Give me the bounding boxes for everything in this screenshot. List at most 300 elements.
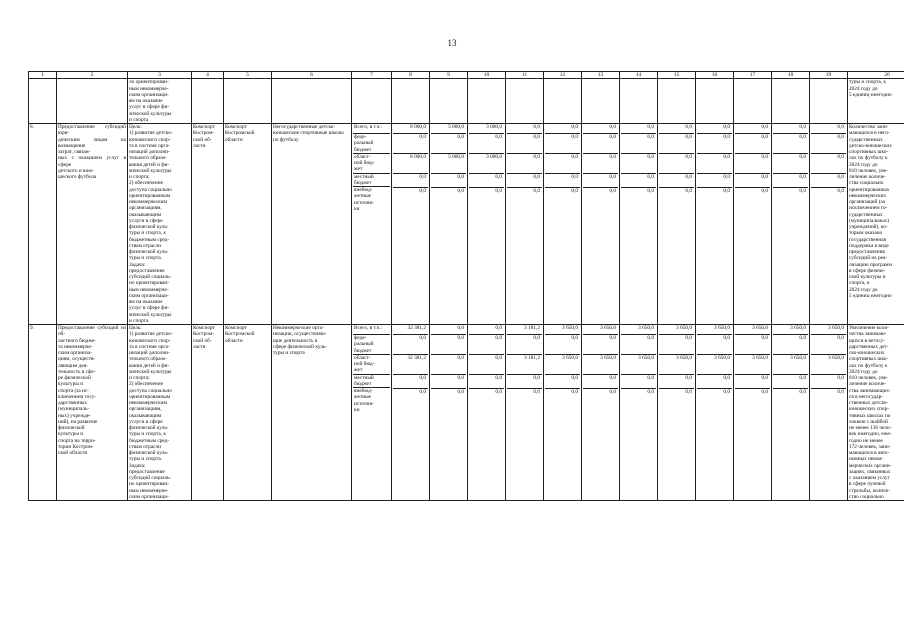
funding-value: 0,0 bbox=[571, 154, 578, 161]
funding-value: 0,0 bbox=[685, 335, 692, 342]
funding-value: 0,0 bbox=[457, 134, 464, 141]
funding-value-cell bbox=[811, 389, 846, 413]
funding-value-column bbox=[392, 325, 430, 501]
funding-value-cell bbox=[393, 335, 428, 355]
funding-source-label: Всего, в т.ч.: bbox=[353, 124, 390, 134]
column-number-6: 6 bbox=[272, 72, 352, 79]
row-number-cell: 9. bbox=[29, 325, 57, 501]
funding-value-cell bbox=[431, 375, 466, 389]
funding-source-label: област- ной бюд- жет bbox=[353, 154, 390, 174]
funding-source-cell bbox=[352, 124, 392, 325]
funding-value: 0,0 bbox=[723, 335, 730, 342]
funding-value-cell bbox=[811, 154, 846, 174]
funding-value: 0,0 bbox=[495, 188, 502, 195]
funding-value: 0,0 bbox=[837, 389, 844, 396]
funding-value-cell bbox=[697, 188, 732, 212]
funding-value-cell bbox=[469, 174, 504, 188]
responsible-executor-cell: Комспорт Костром- ской об- ласти bbox=[192, 124, 224, 325]
funding-value: 3 650,0 bbox=[676, 325, 692, 332]
funding-value: 0,0 bbox=[723, 124, 730, 131]
funding-value: 3 650,0 bbox=[676, 355, 692, 362]
column-number-13: 13 bbox=[582, 72, 620, 79]
funding-value: 3 650,0 bbox=[790, 355, 806, 362]
funding-value-cell bbox=[659, 188, 694, 212]
funding-value-column bbox=[468, 325, 506, 501]
funding-value: 0,0 bbox=[837, 134, 844, 141]
funding-value-cell bbox=[621, 124, 656, 134]
funding-value-cell bbox=[545, 325, 580, 335]
funding-value: 0,0 bbox=[495, 375, 502, 382]
funding-value-column bbox=[734, 124, 772, 325]
funding-value: 0,0 bbox=[457, 174, 464, 181]
funding-value: 32 381,2 bbox=[407, 355, 426, 362]
funding-value: 0,0 bbox=[457, 325, 464, 332]
funding-value-column bbox=[392, 124, 430, 325]
recipient-cell: Некоммерческие орга- низации, осуществляю- щие деятельность в сфере физической куль- туры и спорта bbox=[272, 325, 352, 501]
funding-value-cell bbox=[431, 325, 466, 335]
column-number-5: 5 bbox=[224, 72, 272, 79]
funding-value: 0,0 bbox=[419, 375, 426, 382]
funding-value: 0,0 bbox=[761, 188, 768, 195]
funding-value-cell bbox=[735, 174, 770, 188]
funding-value-cell bbox=[583, 375, 618, 389]
funding-value-cell bbox=[431, 188, 466, 212]
funding-value-cell bbox=[469, 375, 504, 389]
funding-value-cell bbox=[431, 355, 466, 375]
funding-value-cell bbox=[469, 335, 504, 355]
funding-value-cell bbox=[735, 375, 770, 389]
funding-value-cell bbox=[469, 124, 504, 134]
funding-value: 3 650,0 bbox=[752, 355, 768, 362]
funding-value-cell bbox=[811, 335, 846, 355]
goal-task-cell: Цель: 1) развитие детско- юношеского спор- та в системе орга- низаций дополни- тельного образо- вания детей и фи- зической культуры и спорта; 2) обеспечение доступа социально ориентированным некоммерческим организациям, оказывающим услуги в сфере физической куль- туры и спорта, к бюджетным сред- ствам отрасли физической куль- туры и спорта. Задача: предоставление субсидий социаль- но ориентирован- ным некоммерче- ским организаци- ям на оказание услуг в сфере фи- зической культуры и спорта bbox=[128, 124, 192, 325]
measure-row bbox=[29, 124, 904, 325]
funding-value-cell bbox=[697, 335, 732, 355]
funding-value-cell bbox=[621, 134, 656, 154]
funding-value-cell bbox=[393, 389, 428, 413]
funding-value: 0,0 bbox=[495, 389, 502, 396]
funding-source-label: област- ной бюд- жет bbox=[353, 355, 390, 375]
column-number-2: 2 bbox=[57, 72, 128, 79]
column-number-4: 4 bbox=[192, 72, 224, 79]
funding-value: 0,0 bbox=[495, 355, 502, 362]
funding-value: 0,0 bbox=[685, 174, 692, 181]
funding-value: 0,0 bbox=[533, 134, 540, 141]
funding-value: 0,0 bbox=[457, 355, 464, 362]
funding-value-cell bbox=[735, 335, 770, 355]
funding-value-cell bbox=[735, 188, 770, 212]
funding-value: 0,0 bbox=[647, 154, 654, 161]
funding-value-cell bbox=[735, 325, 770, 335]
funding-value: 0,0 bbox=[761, 375, 768, 382]
funding-value: 0,0 bbox=[799, 188, 806, 195]
funding-value-cell bbox=[507, 154, 542, 174]
funding-value-cell bbox=[659, 355, 694, 375]
funding-value-cell bbox=[697, 174, 732, 188]
program-measures-table bbox=[28, 71, 904, 501]
funding-value-cell bbox=[507, 134, 542, 154]
funding-value-cell bbox=[697, 389, 732, 413]
funding-value-cell bbox=[545, 375, 580, 389]
funding-value: 0,0 bbox=[761, 124, 768, 131]
funding-value-cell bbox=[431, 154, 466, 174]
funding-value-cell bbox=[773, 375, 808, 389]
funding-value-column bbox=[506, 124, 544, 325]
funding-value-cell bbox=[583, 188, 618, 212]
funding-value: 0,0 bbox=[647, 375, 654, 382]
funding-value-cell bbox=[469, 134, 504, 154]
funding-value-cell bbox=[469, 154, 504, 174]
funding-value-cell bbox=[431, 335, 466, 355]
funding-value: 0,0 bbox=[761, 389, 768, 396]
funding-value: 3 650,0 bbox=[562, 355, 578, 362]
expected-result-cell: Количество зани- мающихся в него- сударственных детско-юношеских спортивных шко- лах по футболу к 2024 году до 810 человек, уве- личение количе- ства социально ориентированных некоммерческих организаций (за исключением го- сударственных (муниципальных) учреждений), ко- торым оказана государственная поддержка в виде предоставления субсидий на реа- лизацию программ в сфере физиче- ской культуры и спорта, к 2024 году до 5 единиц ежегодно bbox=[848, 124, 904, 325]
funding-value-cell bbox=[621, 174, 656, 188]
funding-value-cell bbox=[659, 325, 694, 335]
funding-value-column bbox=[506, 325, 544, 501]
funding-value-cell bbox=[773, 325, 808, 335]
funding-value-column bbox=[544, 325, 582, 501]
funding-value-cell bbox=[583, 124, 618, 134]
page-number: 13 bbox=[447, 38, 457, 48]
funding-value-cell bbox=[431, 174, 466, 188]
funding-value: 0,0 bbox=[647, 124, 654, 131]
funding-value: 0,0 bbox=[647, 389, 654, 396]
column-number-20: 20 bbox=[848, 72, 904, 79]
funding-value-cell bbox=[545, 389, 580, 413]
funding-value-cell bbox=[773, 335, 808, 355]
funding-value: 0,0 bbox=[609, 188, 616, 195]
funding-value: 0,0 bbox=[457, 389, 464, 396]
funding-value: 0,0 bbox=[761, 335, 768, 342]
funding-value-cell bbox=[697, 124, 732, 134]
funding-value-cell bbox=[811, 355, 846, 375]
funding-value: 0,0 bbox=[723, 188, 730, 195]
funding-value-cell bbox=[431, 389, 466, 413]
funding-value-column bbox=[658, 124, 696, 325]
column-number-9: 9 bbox=[430, 72, 468, 79]
funding-source-label: внебюд- жетные источни- ки bbox=[354, 187, 375, 212]
funding-value-cell bbox=[697, 134, 732, 154]
funding-value: 0,0 bbox=[799, 335, 806, 342]
funding-value-column bbox=[696, 124, 734, 325]
funding-source-cell bbox=[352, 325, 392, 501]
funding-value-cell bbox=[507, 325, 542, 335]
funding-value: 0,0 bbox=[685, 188, 692, 195]
cont-result-cell: туры и спорта, к 2024 году до 5 единиц ежегодно bbox=[848, 79, 904, 124]
funding-value: 0,0 bbox=[419, 134, 426, 141]
funding-value: 3 650,0 bbox=[600, 355, 616, 362]
funding-value: 0,0 bbox=[571, 134, 578, 141]
funding-value: 0,0 bbox=[799, 389, 806, 396]
funding-value: 0,0 bbox=[495, 335, 502, 342]
funding-value-cell bbox=[583, 174, 618, 188]
funding-value-column bbox=[620, 124, 658, 325]
funding-value: 3 650,0 bbox=[600, 325, 616, 332]
funding-value: 0,0 bbox=[609, 174, 616, 181]
funding-value: 0,0 bbox=[685, 154, 692, 161]
column-number-10: 10 bbox=[468, 72, 506, 79]
funding-value: 0,0 bbox=[799, 134, 806, 141]
column-number-16: 16 bbox=[696, 72, 734, 79]
funding-value: 0,0 bbox=[533, 188, 540, 195]
funding-value-cell bbox=[545, 134, 580, 154]
funding-value-cell bbox=[621, 375, 656, 389]
measure-name-cell: Предоставление субсидий юри- дическим лицам на возмещение затрат, связан- ных с оказанием услуг в сфере детского и юно- шеского футбола bbox=[57, 124, 128, 325]
funding-value-cell bbox=[773, 174, 808, 188]
column-number-18: 18 bbox=[772, 72, 810, 79]
participant-cell: Комспорт Костромской области bbox=[224, 124, 272, 325]
funding-value: 0,0 bbox=[799, 375, 806, 382]
funding-value-cell bbox=[621, 355, 656, 375]
funding-value: 0,0 bbox=[837, 174, 844, 181]
funding-source-label: Всего, в т.ч.: bbox=[353, 325, 390, 335]
funding-value: 0,0 bbox=[533, 335, 540, 342]
funding-value-cell bbox=[621, 325, 656, 335]
funding-value: 3 000,0 bbox=[486, 154, 502, 161]
funding-value-cell bbox=[393, 124, 428, 134]
funding-value-cell bbox=[659, 335, 694, 355]
funding-value: 0,0 bbox=[419, 335, 426, 342]
funding-value: 0,0 bbox=[647, 134, 654, 141]
funding-value-cell bbox=[393, 174, 428, 188]
column-number-15: 15 bbox=[658, 72, 696, 79]
funding-value-cell bbox=[659, 389, 694, 413]
funding-value-column bbox=[696, 325, 734, 501]
funding-value-cell bbox=[507, 188, 542, 212]
funding-value: 0,0 bbox=[647, 188, 654, 195]
funding-value-cell bbox=[773, 124, 808, 134]
column-number-1: 1 bbox=[29, 72, 57, 79]
column-numbers-row bbox=[29, 72, 904, 79]
funding-value: 0,0 bbox=[837, 188, 844, 195]
funding-value: 5 000,0 bbox=[448, 154, 464, 161]
funding-value: 0,0 bbox=[609, 389, 616, 396]
funding-value: 0,0 bbox=[419, 174, 426, 181]
funding-value: 0,0 bbox=[799, 174, 806, 181]
funding-value: 0,0 bbox=[723, 154, 730, 161]
funding-value: 3 000,0 bbox=[486, 124, 502, 131]
funding-value-column bbox=[430, 124, 468, 325]
funding-value-cell bbox=[659, 154, 694, 174]
funding-value: 0,0 bbox=[533, 154, 540, 161]
funding-value: 0,0 bbox=[723, 375, 730, 382]
funding-value-cell bbox=[735, 134, 770, 154]
funding-value-cell bbox=[697, 355, 732, 375]
funding-value-cell bbox=[545, 188, 580, 212]
funding-value: 0,0 bbox=[723, 174, 730, 181]
funding-value-cell bbox=[621, 389, 656, 413]
funding-value-cell bbox=[545, 355, 580, 375]
funding-value-cell bbox=[811, 188, 846, 212]
funding-value: 3 650,0 bbox=[714, 325, 730, 332]
funding-value-cell bbox=[773, 188, 808, 212]
funding-value: 0,0 bbox=[571, 375, 578, 382]
measure-row bbox=[29, 325, 904, 501]
funding-value-cell bbox=[431, 134, 466, 154]
funding-value: 0,0 bbox=[457, 375, 464, 382]
funding-value-column bbox=[658, 325, 696, 501]
funding-value-cell bbox=[735, 154, 770, 174]
funding-value-cell bbox=[583, 154, 618, 174]
funding-value: 0,0 bbox=[609, 134, 616, 141]
funding-value: 3 650,0 bbox=[562, 325, 578, 332]
funding-value: 0,0 bbox=[799, 154, 806, 161]
funding-value: 0,0 bbox=[685, 134, 692, 141]
funding-value: 0,0 bbox=[647, 174, 654, 181]
column-number-19: 19 bbox=[810, 72, 848, 79]
funding-value: 0,0 bbox=[761, 174, 768, 181]
funding-value-cell bbox=[583, 134, 618, 154]
funding-value-column bbox=[734, 325, 772, 501]
funding-value-cell bbox=[773, 389, 808, 413]
funding-value: 0,0 bbox=[685, 375, 692, 382]
funding-value: 0,0 bbox=[799, 124, 806, 131]
funding-value-cell bbox=[697, 154, 732, 174]
funding-value-cell bbox=[393, 134, 428, 154]
funding-value-cell bbox=[469, 188, 504, 212]
funding-value-cell bbox=[583, 335, 618, 355]
funding-value-cell bbox=[811, 375, 846, 389]
responsible-executor-cell: Комспорт Костром- ской об- ласти bbox=[192, 325, 224, 501]
funding-value-cell bbox=[621, 188, 656, 212]
funding-value-cell bbox=[507, 174, 542, 188]
funding-value-cell bbox=[773, 154, 808, 174]
funding-value-cell bbox=[545, 124, 580, 134]
funding-value-cell bbox=[697, 375, 732, 389]
row-number-cell: 8. bbox=[29, 124, 57, 325]
column-number-11: 11 bbox=[506, 72, 544, 79]
funding-value-cell bbox=[393, 188, 428, 212]
funding-value: 0,0 bbox=[837, 335, 844, 342]
funding-value: 0,0 bbox=[609, 335, 616, 342]
funding-value: 0,0 bbox=[457, 188, 464, 195]
funding-value: 3 181,2 bbox=[524, 355, 540, 362]
funding-value: 0,0 bbox=[837, 124, 844, 131]
funding-value: 3 650,0 bbox=[638, 325, 654, 332]
funding-value-cell bbox=[583, 355, 618, 375]
funding-value-column bbox=[620, 325, 658, 501]
funding-value-column bbox=[772, 124, 810, 325]
funding-value-cell bbox=[469, 389, 504, 413]
funding-value-cell bbox=[583, 389, 618, 413]
funding-value: 5 000,0 bbox=[448, 124, 464, 131]
column-number-12: 12 bbox=[544, 72, 582, 79]
funding-value: 0,0 bbox=[495, 325, 502, 332]
funding-value: 0,0 bbox=[761, 154, 768, 161]
funding-value: 3 650,0 bbox=[828, 325, 844, 332]
funding-value: 0,0 bbox=[647, 335, 654, 342]
funding-value-cell bbox=[773, 134, 808, 154]
funding-value-cell bbox=[393, 375, 428, 389]
expected-result-cell: Увеличение коли- чества занимаю- щихся в негосу- дарственных дет- ско-юношеских спортивных шко- лах по футболу к 2024 году до 810 человек, уве- личение количе- ства занимающих- ся в негосудар- ственных детско- юношеских спор- тивных школах по хоккею с шайбой не менее 136 чело- век ежегодно, еже- годно не менее 172 человек, зани- мающихся в авто- номных неком- мерческих органи- зациях, связанных с оказанием услуг в сфере пулевой стрельбы, количе- ство социально bbox=[848, 325, 904, 501]
funding-value: 0,0 bbox=[685, 124, 692, 131]
column-number-14: 14 bbox=[620, 72, 658, 79]
measure-name-cell: Предоставление субсидий из об- ластного бюдже- та некоммерче- ским организа- циям, осуществ- ляющим дея- тельность в сфе- ре физической культуры и спорта (за ис- ключением госу- дарственных (муниципаль- ных) учрежде- ний), на развитие физической культуры и спорта на терри- тории Костром- ской области bbox=[57, 325, 128, 501]
funding-value-cell bbox=[469, 325, 504, 335]
funding-source-label: феде- ральный бюджет bbox=[353, 134, 390, 154]
funding-value-cell bbox=[469, 355, 504, 375]
funding-value-column bbox=[810, 124, 848, 325]
funding-value: 0,0 bbox=[533, 124, 540, 131]
funding-value-cell bbox=[659, 134, 694, 154]
funding-value-cell bbox=[811, 134, 846, 154]
funding-value-cell bbox=[507, 389, 542, 413]
continuation-row bbox=[29, 79, 904, 124]
funding-value-cell bbox=[507, 355, 542, 375]
funding-value: 0,0 bbox=[457, 335, 464, 342]
funding-value-cell bbox=[507, 335, 542, 355]
participant-cell: Комспорт Костромской области bbox=[224, 325, 272, 501]
funding-value-cell bbox=[811, 124, 846, 134]
funding-value: 32 381,2 bbox=[407, 325, 426, 332]
funding-value-cell bbox=[735, 124, 770, 134]
funding-value-column bbox=[430, 325, 468, 501]
funding-value: 0,0 bbox=[571, 188, 578, 195]
funding-value: 0,0 bbox=[419, 389, 426, 396]
funding-value-cell bbox=[545, 154, 580, 174]
funding-value-cell bbox=[659, 124, 694, 134]
funding-value-cell bbox=[393, 154, 428, 174]
funding-value-cell bbox=[735, 355, 770, 375]
funding-value-column bbox=[468, 124, 506, 325]
funding-value: 8 000,0 bbox=[410, 124, 426, 131]
funding-source-label: феде- ральный бюджет bbox=[353, 335, 390, 355]
funding-value: 3 181,2 bbox=[524, 325, 540, 332]
funding-value: 0,0 bbox=[837, 154, 844, 161]
funding-value-column bbox=[810, 325, 848, 501]
funding-value: 0,0 bbox=[533, 174, 540, 181]
funding-value-cell bbox=[659, 375, 694, 389]
funding-value: 0,0 bbox=[609, 124, 616, 131]
goal-task-cell: Цель: 1) развитие детско- юношеского спор- та в системе орга- низаций дополни- тельного образо- вания детей и фи- зической культуры и спорта; 2) обеспечение доступа социально ориентированным некоммерческим организациям, оказывающим услуги в сфере физической куль- туры и спорта, к бюджетным сред- ствам отрасли физической куль- туры и спорта. Задача: предоставление субсидий социаль- но ориентирован- ным некоммерче- ским организаци- bbox=[128, 325, 192, 501]
funding-value-cell bbox=[811, 325, 846, 335]
funding-value: 0,0 bbox=[609, 154, 616, 161]
funding-value: 0,0 bbox=[571, 174, 578, 181]
funding-value: 3 650,0 bbox=[790, 325, 806, 332]
funding-source-label: местный бюджет bbox=[353, 174, 390, 188]
funding-value: 0,0 bbox=[685, 389, 692, 396]
funding-value: 0,0 bbox=[571, 389, 578, 396]
funding-value: 0,0 bbox=[723, 134, 730, 141]
funding-value-cell bbox=[583, 325, 618, 335]
funding-value: 0,0 bbox=[571, 335, 578, 342]
funding-value: 3 650,0 bbox=[638, 355, 654, 362]
funding-value-cell bbox=[811, 174, 846, 188]
funding-value: 0,0 bbox=[495, 174, 502, 181]
funding-value-cell bbox=[735, 389, 770, 413]
funding-value-cell bbox=[507, 375, 542, 389]
funding-value-cell bbox=[545, 174, 580, 188]
funding-value: 0,0 bbox=[495, 134, 502, 141]
funding-value-cell bbox=[393, 355, 428, 375]
funding-value: 8 000,0 bbox=[410, 154, 426, 161]
funding-value-cell bbox=[697, 325, 732, 335]
funding-value: 0,0 bbox=[761, 134, 768, 141]
funding-value: 0,0 bbox=[533, 389, 540, 396]
funding-value: 0,0 bbox=[571, 124, 578, 131]
funding-value-column bbox=[772, 325, 810, 501]
funding-value-column bbox=[582, 325, 620, 501]
funding-value: 0,0 bbox=[533, 375, 540, 382]
funding-value-column bbox=[544, 124, 582, 325]
funding-value: 3 650,0 bbox=[714, 355, 730, 362]
column-number-3: 3 bbox=[128, 72, 192, 79]
cont-goal-cell: ло ориентирован- ным некоммерче- ским организаци- ям на оказание услуг в сфере фи- зической культуры и спорта bbox=[128, 79, 192, 124]
funding-source-label: внебюд- жетные источни- ки bbox=[354, 388, 375, 413]
column-number-7: 7 bbox=[352, 72, 392, 79]
funding-value: 0,0 bbox=[723, 389, 730, 396]
